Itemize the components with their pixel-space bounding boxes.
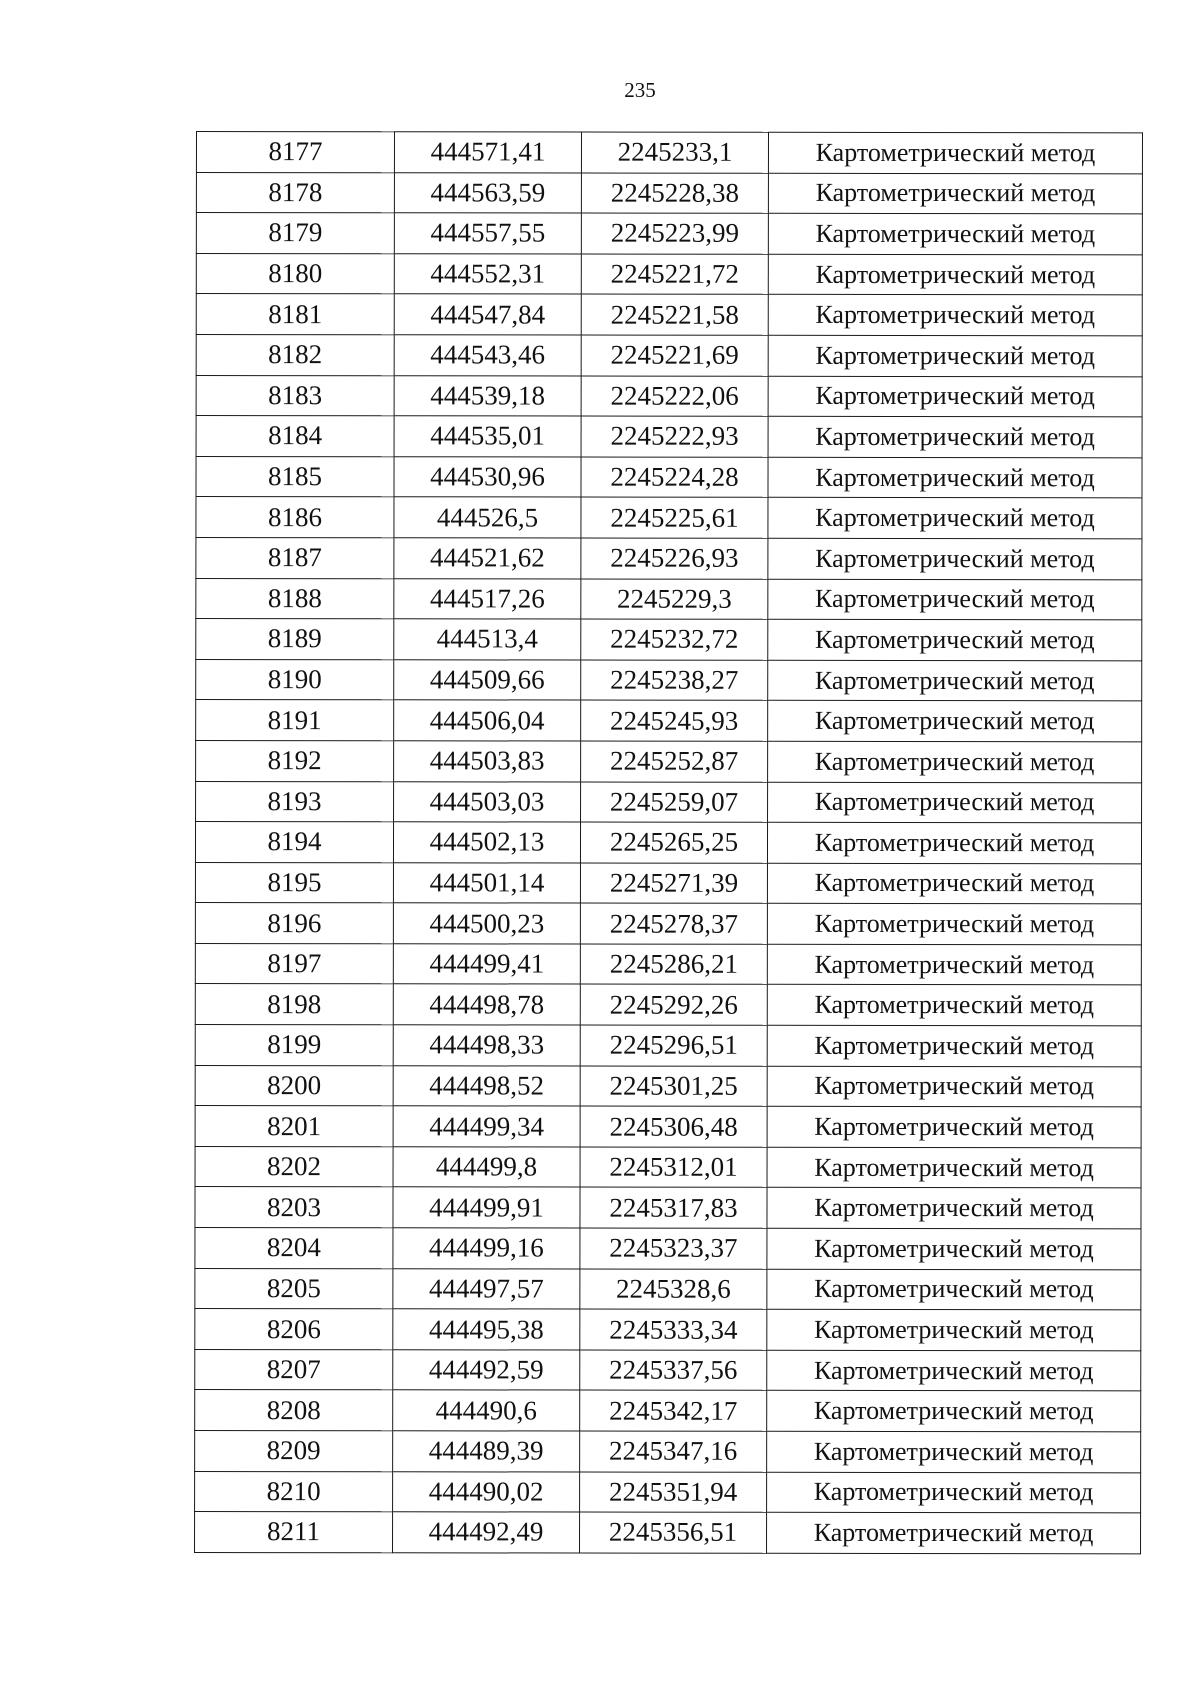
point-number-cell: 8180 — [196, 253, 394, 294]
point-number-cell: 8190 — [196, 659, 394, 700]
method-cell: Картометрический метод — [767, 985, 1141, 1026]
y-coordinate-cell: 2245229,3 — [581, 579, 768, 620]
x-coordinate-cell: 444497,57 — [393, 1268, 580, 1309]
point-number-cell: 8185 — [196, 456, 394, 497]
point-number-cell: 8196 — [195, 903, 393, 944]
method-cell: Картометрический метод — [768, 538, 1142, 579]
y-coordinate-cell: 2245226,93 — [581, 538, 768, 579]
method-cell: Картометрический метод — [767, 1269, 1141, 1310]
y-coordinate-cell: 2245312,01 — [580, 1147, 767, 1188]
y-coordinate-cell: 2245228,38 — [581, 173, 768, 214]
method-cell: Картометрический метод — [767, 904, 1141, 945]
y-coordinate-cell: 2245306,48 — [580, 1106, 767, 1147]
x-coordinate-cell: 444501,14 — [393, 862, 580, 903]
point-number-cell: 8207 — [195, 1349, 393, 1390]
method-cell: Картометрический метод — [767, 1025, 1141, 1066]
method-cell: Картометрический метод — [768, 660, 1142, 701]
y-coordinate-cell: 2245323,37 — [580, 1228, 767, 1269]
method-cell: Картометрический метод — [768, 213, 1142, 254]
table-row — [195, 1390, 1141, 1432]
y-coordinate-cell: 2245356,51 — [580, 1512, 767, 1553]
method-cell: Картометрический метод — [767, 1350, 1141, 1391]
x-coordinate-cell: 444500,23 — [393, 903, 580, 944]
point-number-cell: 8199 — [195, 1025, 393, 1066]
x-coordinate-cell: 444498,78 — [393, 984, 580, 1025]
table-row — [195, 1512, 1141, 1554]
point-number-cell: 8191 — [196, 700, 394, 741]
point-number-cell: 8201 — [195, 1106, 393, 1147]
x-coordinate-cell: 444498,52 — [393, 1065, 580, 1106]
table-row — [195, 943, 1141, 985]
method-cell: Картометрический метод — [768, 619, 1142, 660]
point-number-cell: 8206 — [195, 1309, 393, 1350]
point-number-cell: 8200 — [195, 1065, 393, 1106]
y-coordinate-cell: 2245225,61 — [581, 497, 768, 538]
y-coordinate-cell: 2245337,56 — [580, 1350, 767, 1391]
x-coordinate-cell: 444492,59 — [393, 1350, 580, 1391]
table-row — [196, 659, 1142, 701]
point-number-cell: 8193 — [196, 781, 394, 822]
x-coordinate-cell: 444557,55 — [394, 213, 581, 254]
method-cell: Картометрический метод — [767, 1228, 1141, 1269]
point-number-cell: 8183 — [196, 375, 394, 416]
point-number-cell: 8188 — [196, 578, 394, 619]
table-row — [195, 1025, 1141, 1067]
x-coordinate-cell: 444499,34 — [393, 1106, 580, 1147]
y-coordinate-cell: 2245333,34 — [580, 1309, 767, 1350]
y-coordinate-cell: 2245222,06 — [581, 376, 768, 417]
x-coordinate-cell: 444563,59 — [394, 172, 581, 213]
method-cell: Картометрический метод — [767, 1472, 1141, 1513]
table-row — [195, 1187, 1141, 1229]
table-row — [195, 862, 1141, 904]
method-cell: Картометрический метод — [768, 701, 1142, 742]
y-coordinate-cell: 2245301,25 — [580, 1066, 767, 1107]
y-coordinate-cell: 2245342,17 — [580, 1390, 767, 1431]
x-coordinate-cell: 444489,39 — [393, 1431, 580, 1472]
point-number-cell: 8209 — [195, 1430, 393, 1471]
point-number-cell: 8208 — [195, 1390, 393, 1431]
method-cell: Картометрический метод — [768, 254, 1142, 295]
point-number-cell: 8194 — [195, 822, 393, 863]
x-coordinate-cell: 444530,96 — [394, 457, 581, 498]
table-row — [196, 253, 1142, 295]
table-row — [196, 213, 1142, 255]
table-row — [196, 334, 1142, 376]
x-coordinate-cell: 444543,46 — [394, 335, 581, 376]
method-cell: Картометрический метод — [767, 1431, 1141, 1472]
point-number-cell: 8186 — [196, 497, 394, 538]
method-cell: Картометрический метод — [767, 863, 1141, 904]
point-number-cell: 8192 — [196, 740, 394, 781]
method-cell: Картометрический метод — [768, 173, 1142, 214]
x-coordinate-cell: 444499,91 — [393, 1187, 580, 1228]
point-number-cell: 8177 — [196, 132, 394, 173]
x-coordinate-cell: 444490,02 — [393, 1471, 580, 1512]
table-row — [196, 578, 1142, 620]
x-coordinate-cell: 444503,03 — [394, 781, 581, 822]
x-coordinate-cell: 444513,4 — [394, 619, 581, 660]
table-row — [195, 1228, 1141, 1270]
point-number-cell: 8203 — [195, 1187, 393, 1228]
table-row — [195, 1065, 1141, 1107]
y-coordinate-cell: 2245265,25 — [580, 822, 767, 863]
method-cell: Картометрический метод — [767, 1066, 1141, 1107]
y-coordinate-cell: 2245286,21 — [580, 944, 767, 985]
x-coordinate-cell: 444503,83 — [394, 741, 581, 782]
method-cell: Картометрический метод — [768, 579, 1142, 620]
table-row — [195, 984, 1141, 1026]
method-cell: Картометрический метод — [768, 457, 1142, 498]
y-coordinate-cell: 2245238,27 — [581, 660, 768, 701]
method-cell: Картометрический метод — [768, 376, 1142, 417]
method-cell: Картометрический метод — [768, 295, 1142, 336]
table-row — [196, 619, 1142, 661]
x-coordinate-cell: 444571,41 — [394, 132, 581, 173]
point-number-cell: 8210 — [195, 1471, 393, 1512]
x-coordinate-cell: 444502,13 — [393, 822, 580, 863]
table-row — [195, 1309, 1141, 1351]
x-coordinate-cell: 444499,8 — [393, 1147, 580, 1188]
method-cell: Картометрический метод — [768, 132, 1142, 173]
y-coordinate-cell: 2245351,94 — [580, 1472, 767, 1513]
table-row — [195, 1471, 1141, 1513]
point-number-cell: 8205 — [195, 1268, 393, 1309]
x-coordinate-cell: 444526,5 — [394, 497, 581, 538]
y-coordinate-cell: 2245317,83 — [580, 1187, 767, 1228]
method-cell: Картометрический метод — [767, 1147, 1141, 1188]
y-coordinate-cell: 2245271,39 — [580, 863, 767, 904]
y-coordinate-cell: 2245233,1 — [581, 132, 768, 173]
coordinates-sheet — [194, 131, 1142, 1554]
page-number: 235 — [624, 78, 656, 102]
coordinates-table-body — [195, 132, 1143, 1554]
table-row — [196, 172, 1142, 214]
y-coordinate-cell: 2245223,99 — [581, 213, 768, 254]
point-number-cell: 8197 — [195, 943, 393, 984]
method-cell: Картометрический метод — [767, 822, 1141, 863]
table-row — [195, 1349, 1141, 1391]
y-coordinate-cell: 2245296,51 — [580, 1025, 767, 1066]
point-number-cell: 8211 — [195, 1512, 393, 1553]
method-cell: Картометрический метод — [768, 782, 1142, 823]
method-cell: Картометрический метод — [767, 944, 1141, 985]
method-cell: Картометрический метод — [767, 1188, 1141, 1229]
y-coordinate-cell: 2245222,93 — [581, 416, 768, 457]
table-row — [196, 700, 1142, 742]
table-row — [196, 497, 1142, 539]
table-row — [196, 416, 1142, 458]
point-number-cell: 8178 — [196, 172, 394, 213]
method-cell: Картометрический метод — [767, 1310, 1141, 1351]
x-coordinate-cell: 444517,26 — [394, 578, 581, 619]
point-number-cell: 8189 — [196, 619, 394, 660]
y-coordinate-cell: 2245252,87 — [581, 741, 768, 782]
y-coordinate-cell: 2245259,07 — [581, 782, 768, 823]
y-coordinate-cell: 2245221,58 — [581, 294, 768, 335]
x-coordinate-cell: 444521,62 — [394, 538, 581, 579]
y-coordinate-cell: 2245292,26 — [580, 985, 767, 1026]
y-coordinate-cell: 2245224,28 — [581, 457, 768, 498]
table-row — [196, 740, 1142, 782]
x-coordinate-cell: 444552,31 — [394, 254, 581, 295]
method-cell: Картометрический метод — [768, 498, 1142, 539]
y-coordinate-cell: 2245245,93 — [581, 700, 768, 741]
x-coordinate-cell: 444535,01 — [394, 416, 581, 457]
table-row — [196, 456, 1142, 498]
point-number-cell: 8202 — [195, 1146, 393, 1187]
method-cell: Картометрический метод — [768, 416, 1142, 457]
point-number-cell: 8204 — [195, 1228, 393, 1269]
point-number-cell: 8179 — [196, 213, 394, 254]
y-coordinate-cell: 2245221,69 — [581, 335, 768, 376]
x-coordinate-cell: 444495,38 — [393, 1309, 580, 1350]
y-coordinate-cell: 2245278,37 — [580, 903, 767, 944]
y-coordinate-cell: 2245221,72 — [581, 254, 768, 295]
method-cell: Картометрический метод — [767, 1391, 1141, 1432]
point-number-cell: 8184 — [196, 416, 394, 457]
x-coordinate-cell: 444490,6 — [393, 1390, 580, 1431]
table-row — [195, 822, 1141, 864]
table-row — [196, 375, 1142, 417]
y-coordinate-cell: 2245232,72 — [581, 619, 768, 660]
point-number-cell: 8198 — [195, 984, 393, 1025]
table-row — [195, 1146, 1141, 1188]
x-coordinate-cell: 444506,04 — [394, 700, 581, 741]
x-coordinate-cell: 444499,16 — [393, 1228, 580, 1269]
point-number-cell: 8182 — [196, 334, 394, 375]
point-number-cell: 8187 — [196, 537, 394, 578]
x-coordinate-cell: 444492,49 — [393, 1512, 580, 1553]
method-cell: Картометрический метод — [767, 1107, 1141, 1148]
coordinates-table — [194, 131, 1143, 1554]
table-row — [195, 1268, 1141, 1310]
table-row — [195, 1106, 1141, 1148]
table-row — [195, 903, 1141, 945]
point-number-cell: 8195 — [195, 862, 393, 903]
x-coordinate-cell: 444539,18 — [394, 375, 581, 416]
x-coordinate-cell: 444509,66 — [394, 659, 581, 700]
table-row — [195, 1430, 1141, 1472]
x-coordinate-cell: 444498,33 — [393, 1025, 580, 1066]
table-row — [196, 537, 1142, 579]
point-number-cell: 8181 — [196, 294, 394, 335]
y-coordinate-cell: 2245347,16 — [580, 1431, 767, 1472]
method-cell: Картометрический метод — [768, 741, 1142, 782]
y-coordinate-cell: 2245328,6 — [580, 1269, 767, 1310]
table-row — [196, 132, 1142, 174]
x-coordinate-cell: 444499,41 — [393, 944, 580, 985]
method-cell: Картометрический метод — [768, 335, 1142, 376]
table-row — [196, 294, 1142, 336]
method-cell: Картометрический метод — [767, 1512, 1141, 1553]
table-row — [196, 781, 1142, 823]
x-coordinate-cell: 444547,84 — [394, 294, 581, 335]
